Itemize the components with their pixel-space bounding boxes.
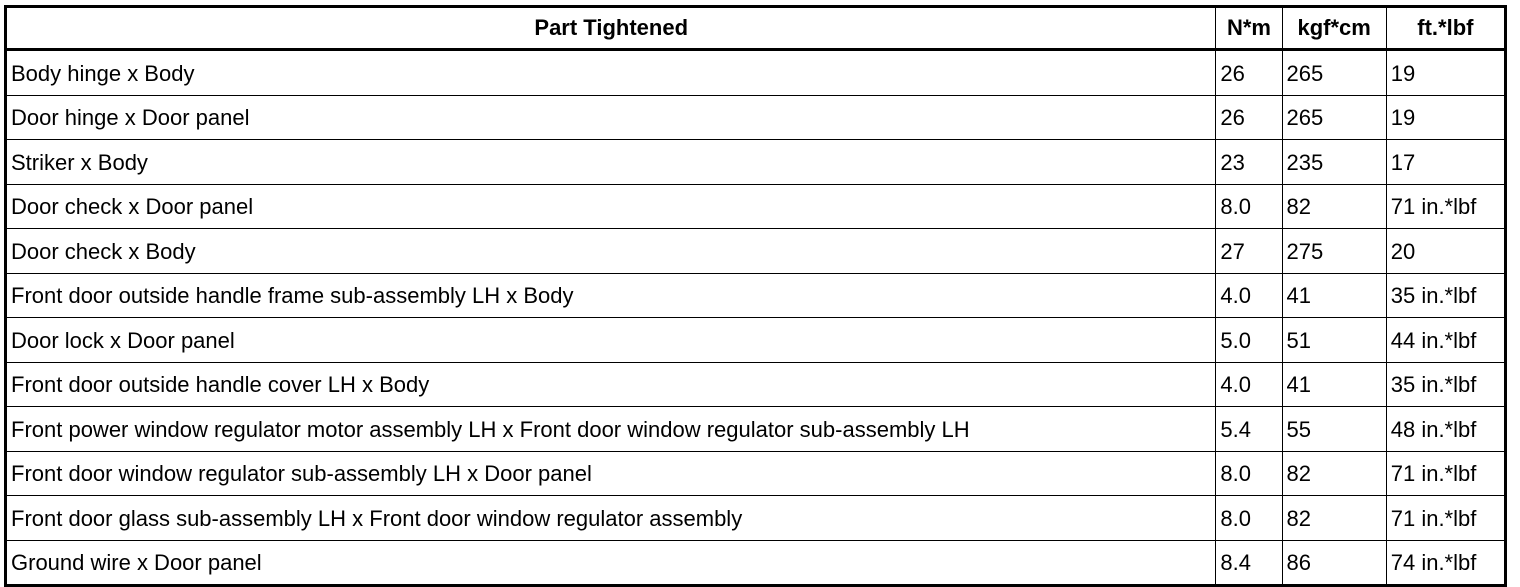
header-kgf-cm: kgf*cm xyxy=(1282,7,1386,50)
cell-part: Door lock x Door panel xyxy=(6,318,1216,363)
cell-part: Door hinge x Door panel xyxy=(6,95,1216,140)
table-header xyxy=(6,7,1506,50)
cell-kgf: 235 xyxy=(1282,140,1386,185)
cell-ft: 71 in.*lbf xyxy=(1386,496,1505,541)
cell-part: Front door outside handle frame sub-assembly LH x Body xyxy=(6,273,1216,318)
cell-ft: 71 in.*lbf xyxy=(1386,451,1505,496)
cell-kgf: 265 xyxy=(1282,50,1386,96)
cell-nm: 4.0 xyxy=(1216,273,1282,318)
cell-nm: 5.4 xyxy=(1216,407,1282,452)
torque-spec-table xyxy=(4,5,1507,587)
cell-ft: 19 xyxy=(1386,95,1505,140)
cell-ft: 19 xyxy=(1386,50,1505,96)
cell-kgf: 275 xyxy=(1282,229,1386,274)
table-body xyxy=(6,50,1506,586)
header-newton-meter: N*m xyxy=(1216,7,1282,50)
cell-part: Door check x Body xyxy=(6,229,1216,274)
table-row xyxy=(6,50,1506,96)
cell-kgf: 41 xyxy=(1282,273,1386,318)
cell-kgf: 82 xyxy=(1282,451,1386,496)
table-row xyxy=(6,184,1506,229)
cell-ft: 35 in.*lbf xyxy=(1386,273,1505,318)
table-row xyxy=(6,362,1506,407)
header-ft-lbf: ft.*lbf xyxy=(1386,7,1505,50)
cell-kgf: 82 xyxy=(1282,496,1386,541)
cell-ft: 48 in.*lbf xyxy=(1386,407,1505,452)
cell-kgf: 82 xyxy=(1282,184,1386,229)
cell-part: Front power window regulator motor assembly LH x Front door window regulator sub-assembly LH xyxy=(6,407,1216,452)
cell-ft: 20 xyxy=(1386,229,1505,274)
cell-nm: 4.0 xyxy=(1216,362,1282,407)
table-row xyxy=(6,95,1506,140)
table-row xyxy=(6,540,1506,586)
header-row xyxy=(6,7,1506,50)
cell-nm: 5.0 xyxy=(1216,318,1282,363)
cell-part: Body hinge x Body xyxy=(6,50,1216,96)
cell-part: Front door glass sub-assembly LH x Front door window regulator assembly xyxy=(6,496,1216,541)
table-row xyxy=(6,496,1506,541)
cell-part: Ground wire x Door panel xyxy=(6,540,1216,586)
header-part-tightened: Part Tightened xyxy=(6,7,1216,50)
table-row xyxy=(6,140,1506,185)
cell-nm: 8.0 xyxy=(1216,451,1282,496)
table-row xyxy=(6,318,1506,363)
cell-part: Striker x Body xyxy=(6,140,1216,185)
cell-kgf: 86 xyxy=(1282,540,1386,586)
cell-nm: 26 xyxy=(1216,50,1282,96)
table-row xyxy=(6,451,1506,496)
cell-nm: 8.0 xyxy=(1216,184,1282,229)
table-row xyxy=(6,273,1506,318)
cell-ft: 17 xyxy=(1386,140,1505,185)
cell-kgf: 41 xyxy=(1282,362,1386,407)
cell-kgf: 51 xyxy=(1282,318,1386,363)
cell-ft: 35 in.*lbf xyxy=(1386,362,1505,407)
cell-kgf: 265 xyxy=(1282,95,1386,140)
table-row xyxy=(6,407,1506,452)
cell-kgf: 55 xyxy=(1282,407,1386,452)
cell-part: Front door window regulator sub-assembly LH x Door panel xyxy=(6,451,1216,496)
cell-nm: 8.4 xyxy=(1216,540,1282,586)
torque-spec-table-container xyxy=(4,5,1507,587)
cell-part: Door check x Door panel xyxy=(6,184,1216,229)
cell-ft: 71 in.*lbf xyxy=(1386,184,1505,229)
cell-nm: 26 xyxy=(1216,95,1282,140)
cell-ft: 74 in.*lbf xyxy=(1386,540,1505,586)
cell-ft: 44 in.*lbf xyxy=(1386,318,1505,363)
cell-nm: 27 xyxy=(1216,229,1282,274)
cell-nm: 8.0 xyxy=(1216,496,1282,541)
cell-nm: 23 xyxy=(1216,140,1282,185)
cell-part: Front door outside handle cover LH x Body xyxy=(6,362,1216,407)
table-row xyxy=(6,229,1506,274)
